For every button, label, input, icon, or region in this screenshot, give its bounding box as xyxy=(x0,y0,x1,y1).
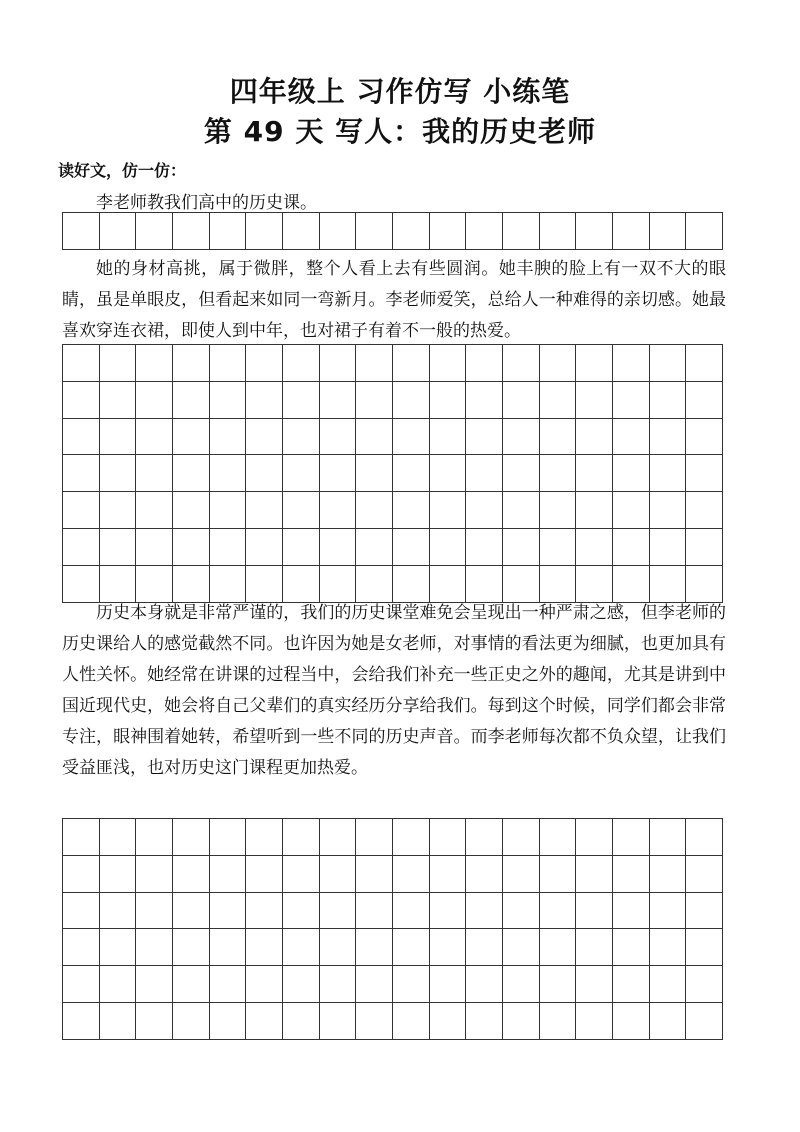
grid-cell[interactable] xyxy=(503,966,540,1003)
grid-cell[interactable] xyxy=(100,492,137,529)
grid-cell[interactable] xyxy=(173,929,210,966)
grid-cell[interactable] xyxy=(210,893,247,930)
grid-cell[interactable] xyxy=(466,455,503,492)
grid-cell[interactable] xyxy=(576,213,613,250)
grid-cell[interactable] xyxy=(210,529,247,566)
grid-cell[interactable] xyxy=(686,455,723,492)
grid-cell[interactable] xyxy=(430,492,467,529)
grid-cell[interactable] xyxy=(173,492,210,529)
grid-cell[interactable] xyxy=(246,213,283,250)
grid-cell[interactable] xyxy=(320,966,357,1003)
grid-cell[interactable] xyxy=(613,382,650,419)
grid-cell[interactable] xyxy=(540,455,577,492)
grid-cell[interactable] xyxy=(430,1003,467,1040)
grid-cell[interactable] xyxy=(650,856,687,893)
grid-cell[interactable] xyxy=(246,819,283,856)
grid-cell[interactable] xyxy=(173,455,210,492)
grid-cell[interactable] xyxy=(686,213,723,250)
grid-cell[interactable] xyxy=(356,529,393,566)
grid-cell[interactable] xyxy=(63,819,100,856)
section-label: 读好文，仿一仿： xyxy=(58,161,187,180)
paragraph-2: 她的身材高挑，属于微胖，整个人看上去有些圆润。她丰腴的脸上有一双不大的眼睛，虽是单眼皮，但看起来如同一弯新月。李老师爱笑，总给人一种难得的亲切感。她最喜欢穿连衣裙，即使人到中年，也对裙子有着不一般的热爱。 xyxy=(62,259,726,341)
grid-cell[interactable] xyxy=(173,893,210,930)
grid-cell[interactable] xyxy=(63,529,100,566)
grid-cell[interactable] xyxy=(686,819,723,856)
grid-cell[interactable] xyxy=(136,893,173,930)
grid-cell[interactable] xyxy=(466,966,503,1003)
grid-cell[interactable] xyxy=(466,419,503,456)
grid-cell[interactable] xyxy=(393,856,430,893)
grid-cell[interactable] xyxy=(686,966,723,1003)
grid-cell[interactable] xyxy=(283,492,320,529)
grid-cell[interactable] xyxy=(246,345,283,382)
grid-cell[interactable] xyxy=(100,213,137,250)
grid-cell[interactable] xyxy=(356,856,393,893)
grid-cell[interactable] xyxy=(613,419,650,456)
writing-grid-3[interactable] xyxy=(62,818,723,1040)
grid-cell[interactable] xyxy=(63,345,100,382)
grid-cell[interactable] xyxy=(430,455,467,492)
grid-cell[interactable] xyxy=(576,856,613,893)
grid-cell[interactable] xyxy=(320,455,357,492)
grid-cell[interactable] xyxy=(503,529,540,566)
grid-cell[interactable] xyxy=(283,455,320,492)
grid-cell[interactable] xyxy=(576,419,613,456)
grid-cell[interactable] xyxy=(136,929,173,966)
grid-cell[interactable] xyxy=(393,492,430,529)
grid-cell[interactable] xyxy=(320,213,357,250)
grid-cell[interactable] xyxy=(283,893,320,930)
grid-cell[interactable] xyxy=(393,1003,430,1040)
grid-cell[interactable] xyxy=(320,382,357,419)
grid-cell[interactable] xyxy=(430,345,467,382)
grid-cell[interactable] xyxy=(430,966,467,1003)
grid-cell[interactable] xyxy=(393,419,430,456)
grid-cell[interactable] xyxy=(393,345,430,382)
paragraph-3: 历史本身就是非常严谨的，我们的历史课堂难免会呈现出一种严肃之感，但李老师的历史课给人的感觉截然不同。也许因为她是女老师，对事情的看法更为细腻，也更加具有人性关怀。她经常在讲课的过程当中，会给我们补充一些正史之外的趣闻，尤其是讲到中国近现代史，她会将自己父辈们的真实经历分享给我们。每到这个时候，同学们都会非常专注，眼神围着她转，希望听到一些不同的历史声音。而李老师每次都不负众望，让我们受益匪浅，也对历史这门课程更加热爱。 xyxy=(62,603,726,778)
grid-cell[interactable] xyxy=(210,345,247,382)
grid-cell[interactable] xyxy=(540,819,577,856)
grid-cell[interactable] xyxy=(136,529,173,566)
grid-cell[interactable] xyxy=(100,929,137,966)
grid-cell[interactable] xyxy=(503,345,540,382)
grid-cell[interactable] xyxy=(650,382,687,419)
grid-cell[interactable] xyxy=(136,345,173,382)
grid-cell[interactable] xyxy=(246,419,283,456)
grid-cell[interactable] xyxy=(686,492,723,529)
grid-cell[interactable] xyxy=(283,819,320,856)
grid-cell[interactable] xyxy=(283,382,320,419)
grid-cell[interactable] xyxy=(356,1003,393,1040)
grid-cell[interactable] xyxy=(430,929,467,966)
grid-cell[interactable] xyxy=(430,856,467,893)
grid-cell[interactable] xyxy=(173,819,210,856)
grid-cell[interactable] xyxy=(100,856,137,893)
grid-cell[interactable] xyxy=(356,419,393,456)
grid-cell[interactable] xyxy=(430,213,467,250)
grid-cell[interactable] xyxy=(173,382,210,419)
grid-cell[interactable] xyxy=(393,929,430,966)
grid-cell[interactable] xyxy=(466,819,503,856)
writing-grid-2[interactable] xyxy=(62,344,723,603)
grid-cell[interactable] xyxy=(356,213,393,250)
grid-cell[interactable] xyxy=(576,1003,613,1040)
grid-cell[interactable] xyxy=(173,419,210,456)
grid-cell[interactable] xyxy=(576,893,613,930)
grid-cell[interactable] xyxy=(650,966,687,1003)
writing-grid-1[interactable] xyxy=(62,212,723,250)
grid-cell[interactable] xyxy=(650,492,687,529)
grid-cell[interactable] xyxy=(686,529,723,566)
grid-cell[interactable] xyxy=(210,856,247,893)
grid-cell[interactable] xyxy=(356,345,393,382)
grid-cell[interactable] xyxy=(246,1003,283,1040)
grid-cell[interactable] xyxy=(246,492,283,529)
grid-cell[interactable] xyxy=(650,419,687,456)
grid-cell[interactable] xyxy=(466,929,503,966)
grid-cell[interactable] xyxy=(540,893,577,930)
grid-cell[interactable] xyxy=(430,382,467,419)
grid-cell[interactable] xyxy=(540,856,577,893)
grid-cell[interactable] xyxy=(210,492,247,529)
grid-cell[interactable] xyxy=(100,419,137,456)
grid-cell[interactable] xyxy=(173,966,210,1003)
grid-cell[interactable] xyxy=(576,529,613,566)
grid-cell[interactable] xyxy=(210,1003,247,1040)
grid-cell[interactable] xyxy=(63,492,100,529)
grid-cell[interactable] xyxy=(540,419,577,456)
grid-cell[interactable] xyxy=(136,1003,173,1040)
grid-cell[interactable] xyxy=(100,455,137,492)
grid-cell[interactable] xyxy=(63,419,100,456)
grid-cell[interactable] xyxy=(136,966,173,1003)
grid-cell[interactable] xyxy=(503,819,540,856)
grid-cell[interactable] xyxy=(356,929,393,966)
grid-cell[interactable] xyxy=(576,966,613,1003)
grid-cell[interactable] xyxy=(540,966,577,1003)
grid-cell[interactable] xyxy=(650,1003,687,1040)
grid-cell[interactable] xyxy=(503,382,540,419)
grid-cell[interactable] xyxy=(246,382,283,419)
grid-cell[interactable] xyxy=(320,419,357,456)
grid-cell[interactable] xyxy=(613,455,650,492)
grid-cell[interactable] xyxy=(173,345,210,382)
grid-cell[interactable] xyxy=(100,529,137,566)
grid-cell[interactable] xyxy=(613,856,650,893)
grid-cell[interactable] xyxy=(576,492,613,529)
grid-cell[interactable] xyxy=(650,213,687,250)
grid-cell[interactable] xyxy=(246,893,283,930)
grid-cell[interactable] xyxy=(613,492,650,529)
grid-cell[interactable] xyxy=(283,419,320,456)
grid-cell[interactable] xyxy=(650,819,687,856)
grid-cell[interactable] xyxy=(320,893,357,930)
grid-cell[interactable] xyxy=(430,819,467,856)
page-subtitle: 第 49 天 写人：我的历史老师 xyxy=(203,115,597,148)
grid-cell[interactable] xyxy=(576,345,613,382)
grid-cell[interactable] xyxy=(320,856,357,893)
grid-cell[interactable] xyxy=(576,819,613,856)
grid-cell[interactable] xyxy=(613,819,650,856)
grid-cell[interactable] xyxy=(393,213,430,250)
grid-cell[interactable] xyxy=(466,1003,503,1040)
grid-cell[interactable] xyxy=(356,819,393,856)
grid-cell[interactable] xyxy=(393,382,430,419)
grid-cell[interactable] xyxy=(320,529,357,566)
grid-cell[interactable] xyxy=(320,492,357,529)
grid-cell[interactable] xyxy=(136,419,173,456)
grid-cell[interactable] xyxy=(393,893,430,930)
grid-cell[interactable] xyxy=(503,455,540,492)
grid-cell[interactable] xyxy=(320,1003,357,1040)
grid-cell[interactable] xyxy=(540,492,577,529)
grid-cell[interactable] xyxy=(246,966,283,1003)
grid-cell[interactable] xyxy=(686,345,723,382)
grid-cell[interactable] xyxy=(393,819,430,856)
grid-cell[interactable] xyxy=(210,929,247,966)
grid-cell[interactable] xyxy=(63,213,100,250)
grid-cell[interactable] xyxy=(246,929,283,966)
grid-cell[interactable] xyxy=(393,455,430,492)
grid-cell[interactable] xyxy=(466,382,503,419)
grid-cell[interactable] xyxy=(246,856,283,893)
grid-cell[interactable] xyxy=(136,856,173,893)
grid-cell[interactable] xyxy=(210,213,247,250)
grid-cell[interactable] xyxy=(686,382,723,419)
grid-cell[interactable] xyxy=(283,529,320,566)
grid-cell[interactable] xyxy=(173,529,210,566)
grid-cell[interactable] xyxy=(613,893,650,930)
grid-cell[interactable] xyxy=(540,929,577,966)
grid-cell[interactable] xyxy=(136,819,173,856)
grid-cell[interactable] xyxy=(246,529,283,566)
grid-cell[interactable] xyxy=(503,856,540,893)
grid-cell[interactable] xyxy=(576,455,613,492)
grid-cell[interactable] xyxy=(173,1003,210,1040)
grid-cell[interactable] xyxy=(283,213,320,250)
grid-cell[interactable] xyxy=(613,529,650,566)
grid-cell[interactable] xyxy=(686,419,723,456)
grid-cell[interactable] xyxy=(650,455,687,492)
grid-cell[interactable] xyxy=(503,419,540,456)
grid-cell[interactable] xyxy=(466,856,503,893)
grid-cell[interactable] xyxy=(173,213,210,250)
grid-cell[interactable] xyxy=(356,492,393,529)
grid-cell[interactable] xyxy=(686,1003,723,1040)
grid-cell[interactable] xyxy=(613,966,650,1003)
grid-cell[interactable] xyxy=(283,929,320,966)
grid-cell[interactable] xyxy=(210,819,247,856)
grid-cell[interactable] xyxy=(466,492,503,529)
grid-cell[interactable] xyxy=(283,966,320,1003)
grid-cell[interactable] xyxy=(100,382,137,419)
grid-cell[interactable] xyxy=(576,929,613,966)
grid-cell[interactable] xyxy=(503,492,540,529)
grid-cell[interactable] xyxy=(136,213,173,250)
grid-cell[interactable] xyxy=(650,529,687,566)
grid-cell[interactable] xyxy=(686,893,723,930)
grid-cell[interactable] xyxy=(540,345,577,382)
grid-cell[interactable] xyxy=(613,345,650,382)
grid-cell[interactable] xyxy=(100,893,137,930)
grid-cell[interactable] xyxy=(650,929,687,966)
grid-cell[interactable] xyxy=(100,345,137,382)
grid-cell[interactable] xyxy=(430,893,467,930)
grid-cell[interactable] xyxy=(686,929,723,966)
grid-cell[interactable] xyxy=(540,213,577,250)
grid-cell[interactable] xyxy=(63,966,100,1003)
grid-cell[interactable] xyxy=(63,382,100,419)
paragraph-1: 李老师教我们高中的历史课。 xyxy=(96,193,317,213)
grid-cell[interactable] xyxy=(63,893,100,930)
grid-cell[interactable] xyxy=(173,856,210,893)
grid-cell[interactable] xyxy=(503,1003,540,1040)
page-title: 四年级上 习作仿写 小练笔 xyxy=(229,75,571,108)
grid-cell[interactable] xyxy=(100,966,137,1003)
grid-cell[interactable] xyxy=(210,455,247,492)
grid-cell[interactable] xyxy=(100,1003,137,1040)
grid-cell[interactable] xyxy=(63,455,100,492)
grid-cell[interactable] xyxy=(63,1003,100,1040)
grid-cell[interactable] xyxy=(466,213,503,250)
grid-cell[interactable] xyxy=(430,529,467,566)
grid-cell[interactable] xyxy=(63,856,100,893)
grid-cell[interactable] xyxy=(136,455,173,492)
grid-cell[interactable] xyxy=(283,856,320,893)
grid-cell[interactable] xyxy=(503,213,540,250)
grid-cell[interactable] xyxy=(100,819,137,856)
grid-cell[interactable] xyxy=(540,529,577,566)
grid-cell[interactable] xyxy=(650,893,687,930)
grid-cell[interactable] xyxy=(63,929,100,966)
grid-cell[interactable] xyxy=(136,492,173,529)
grid-cell[interactable] xyxy=(283,1003,320,1040)
grid-cell[interactable] xyxy=(466,345,503,382)
grid-cell[interactable] xyxy=(686,856,723,893)
grid-cell[interactable] xyxy=(503,929,540,966)
grid-cell[interactable] xyxy=(210,966,247,1003)
grid-cell[interactable] xyxy=(430,419,467,456)
grid-cell[interactable] xyxy=(393,529,430,566)
grid-cell[interactable] xyxy=(320,345,357,382)
grid-cell[interactable] xyxy=(210,382,247,419)
grid-cell[interactable] xyxy=(356,966,393,1003)
grid-cell[interactable] xyxy=(320,819,357,856)
grid-cell[interactable] xyxy=(466,529,503,566)
grid-cell[interactable] xyxy=(283,345,320,382)
grid-cell[interactable] xyxy=(356,382,393,419)
grid-cell[interactable] xyxy=(613,213,650,250)
grid-cell[interactable] xyxy=(466,893,503,930)
grid-cell[interactable] xyxy=(356,455,393,492)
grid-cell[interactable] xyxy=(320,929,357,966)
grid-cell[interactable] xyxy=(210,419,247,456)
grid-cell[interactable] xyxy=(246,455,283,492)
grid-cell[interactable] xyxy=(503,893,540,930)
grid-cell[interactable] xyxy=(576,382,613,419)
grid-cell[interactable] xyxy=(393,966,430,1003)
grid-cell[interactable] xyxy=(613,929,650,966)
grid-cell[interactable] xyxy=(613,1003,650,1040)
grid-cell[interactable] xyxy=(650,345,687,382)
grid-cell[interactable] xyxy=(356,893,393,930)
grid-cell[interactable] xyxy=(136,382,173,419)
grid-cell[interactable] xyxy=(540,382,577,419)
grid-cell[interactable] xyxy=(540,1003,577,1040)
